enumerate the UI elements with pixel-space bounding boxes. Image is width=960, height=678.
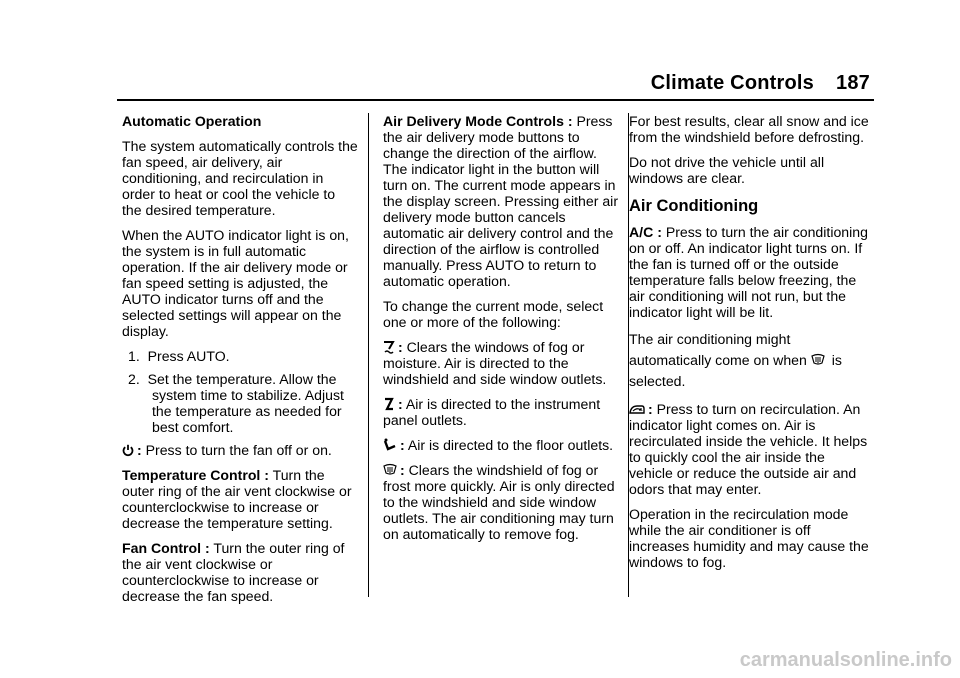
floor-item: : Air is directed to the floor outlets. [383, 437, 619, 453]
floor-mode-icon [383, 438, 397, 452]
ac-label: A/C : [629, 224, 662, 240]
drive-warning-paragraph: Do not drive the vehicle until all windows are clear. [629, 154, 825, 186]
air-delivery-mode-text: Press the air delivery mode buttons to change the direction of the airflow. The indicator light in the button will turn on. The current mode appears in the display screen. Pressing either air delivery mode button cancels automatic air delivery control and the direction of the airflow is controlled manually. Press AUTO to return to automatic operation. [383, 113, 619, 289]
defrost-item: : Clears the windshield of fog or frost more quickly. Air is only directed to the windshield and side window outlets. The air conditioning may turn on automatically to remove fog. [383, 462, 615, 542]
temperature-control-label: Temperature Control : [122, 467, 269, 483]
section-title: Climate Controls [650, 72, 815, 94]
air-delivery-mode-item [383, 113, 619, 289]
air-conditioning-heading: Air Conditioning [629, 197, 759, 215]
step-text: Press AUTO. [147, 348, 230, 364]
step-1 [122, 348, 358, 364]
step-text: Set the temperature. Allow the system time to stabilize. Adjust the temperature as needed for best comfort. [147, 371, 344, 435]
recirculation-operation-paragraph: Operation in the recirculation mode while the air conditioner is off increases humidity and may cause the windows to fog. [629, 506, 869, 570]
fan-control-label: Fan Control : [122, 540, 210, 556]
auto-paragraph-2: When the AUTO indicator light is on, the system is in full automatic operation. If the air delivery mode or fan speed setting is adjusted, the AUTO indicator turns off and the selected settings will appear on the display. [122, 227, 349, 339]
air-delivery-mode-label: Air Delivery Mode Controls : [383, 113, 573, 129]
column-1 [122, 113, 358, 613]
step-2 [122, 371, 358, 435]
fan-control-text: Turn the outer ring of the air vent clockwise or counterclockwise to increase or decrease the fan speed. [122, 540, 345, 604]
auto-paragraph-1: The system automatically controls the fan speed, air delivery, air conditioning, and recirculation in order to heat or cool the vehicle to the desired temperature. [122, 138, 358, 218]
ac-item [629, 224, 869, 320]
defog-mode-icon [383, 340, 395, 354]
defrost-text: Clears the windshield of fog or frost more quickly. Air is only directed to the windshield and side window outlets. The air conditioning may turn on automatically to remove fog. [383, 462, 615, 542]
defrost-icon [383, 463, 397, 477]
automatic-operation-heading: Automatic Operation [122, 113, 262, 129]
page-number: 187 [836, 72, 870, 94]
defog-item: : Clears the windows of fog or moisture. Air is directed to the windshield and side window outlets. [383, 339, 607, 387]
best-results-paragraph: For best results, clear all snow and ice from the windshield before defrosting. [629, 113, 869, 145]
ac-text: Press to turn the air conditioning on or off. An indicator light turns on. If the fan is turned off or the outside temperature falls below freezing, the air conditioning will not run, but the indicator light will be lit. [629, 224, 868, 320]
step-number: 2. [128, 371, 140, 387]
ac-auto-paragraph [629, 329, 869, 392]
defrost-icon [811, 353, 825, 367]
header-rule [117, 99, 874, 101]
power-text: Press to turn the fan off or on. [145, 442, 332, 458]
panel-item: : Air is directed to the instrument panel outlets. [383, 396, 601, 428]
step-number: 1. [128, 348, 140, 364]
page-header [651, 72, 870, 95]
change-mode-paragraph: To change the current mode, select one or more of the following: [383, 298, 604, 330]
ac-auto-text-end: is selected. [629, 352, 842, 389]
temperature-control-item [122, 467, 358, 531]
fan-control-item [122, 540, 358, 604]
watermark: carmanualsonline.info [739, 649, 952, 671]
recirculation-text: Press to turn on recirculation. An indicator light comes on. Air is recirculated inside the vehicle. It helps to quickly cool the air inside the vehicle or reduce the outside air and odors that may enter. [629, 401, 868, 497]
panel-mode-icon [383, 397, 395, 411]
floor-text: Air is directed to the floor outlets. [407, 437, 614, 453]
defog-text: Clears the windows of fog or moisture. Air is directed to the windshield and side window outlets. [383, 339, 607, 387]
column-2 [383, 113, 619, 551]
recirculation-item: : Press to turn on recirculation. An indicator light comes on. Air is recirculated inside the vehicle. It helps to quickly cool the air inside the vehicle or reduce the outside air and odors that may enter. [629, 401, 868, 497]
column-divider-1 [368, 113, 369, 597]
power-item: : Press to turn the fan off or on. [122, 442, 358, 458]
recirculation-icon [629, 404, 645, 416]
temperature-control-text: Turn the outer ring of the air vent clockwise or counterclockwise to increase or decrease the temperature setting. [122, 467, 352, 531]
power-icon [122, 444, 134, 457]
panel-text: Air is directed to the instrument panel outlets. [383, 396, 601, 428]
ac-auto-text: The air conditioning might automatically come on when [629, 331, 807, 368]
column-3 [629, 113, 869, 579]
